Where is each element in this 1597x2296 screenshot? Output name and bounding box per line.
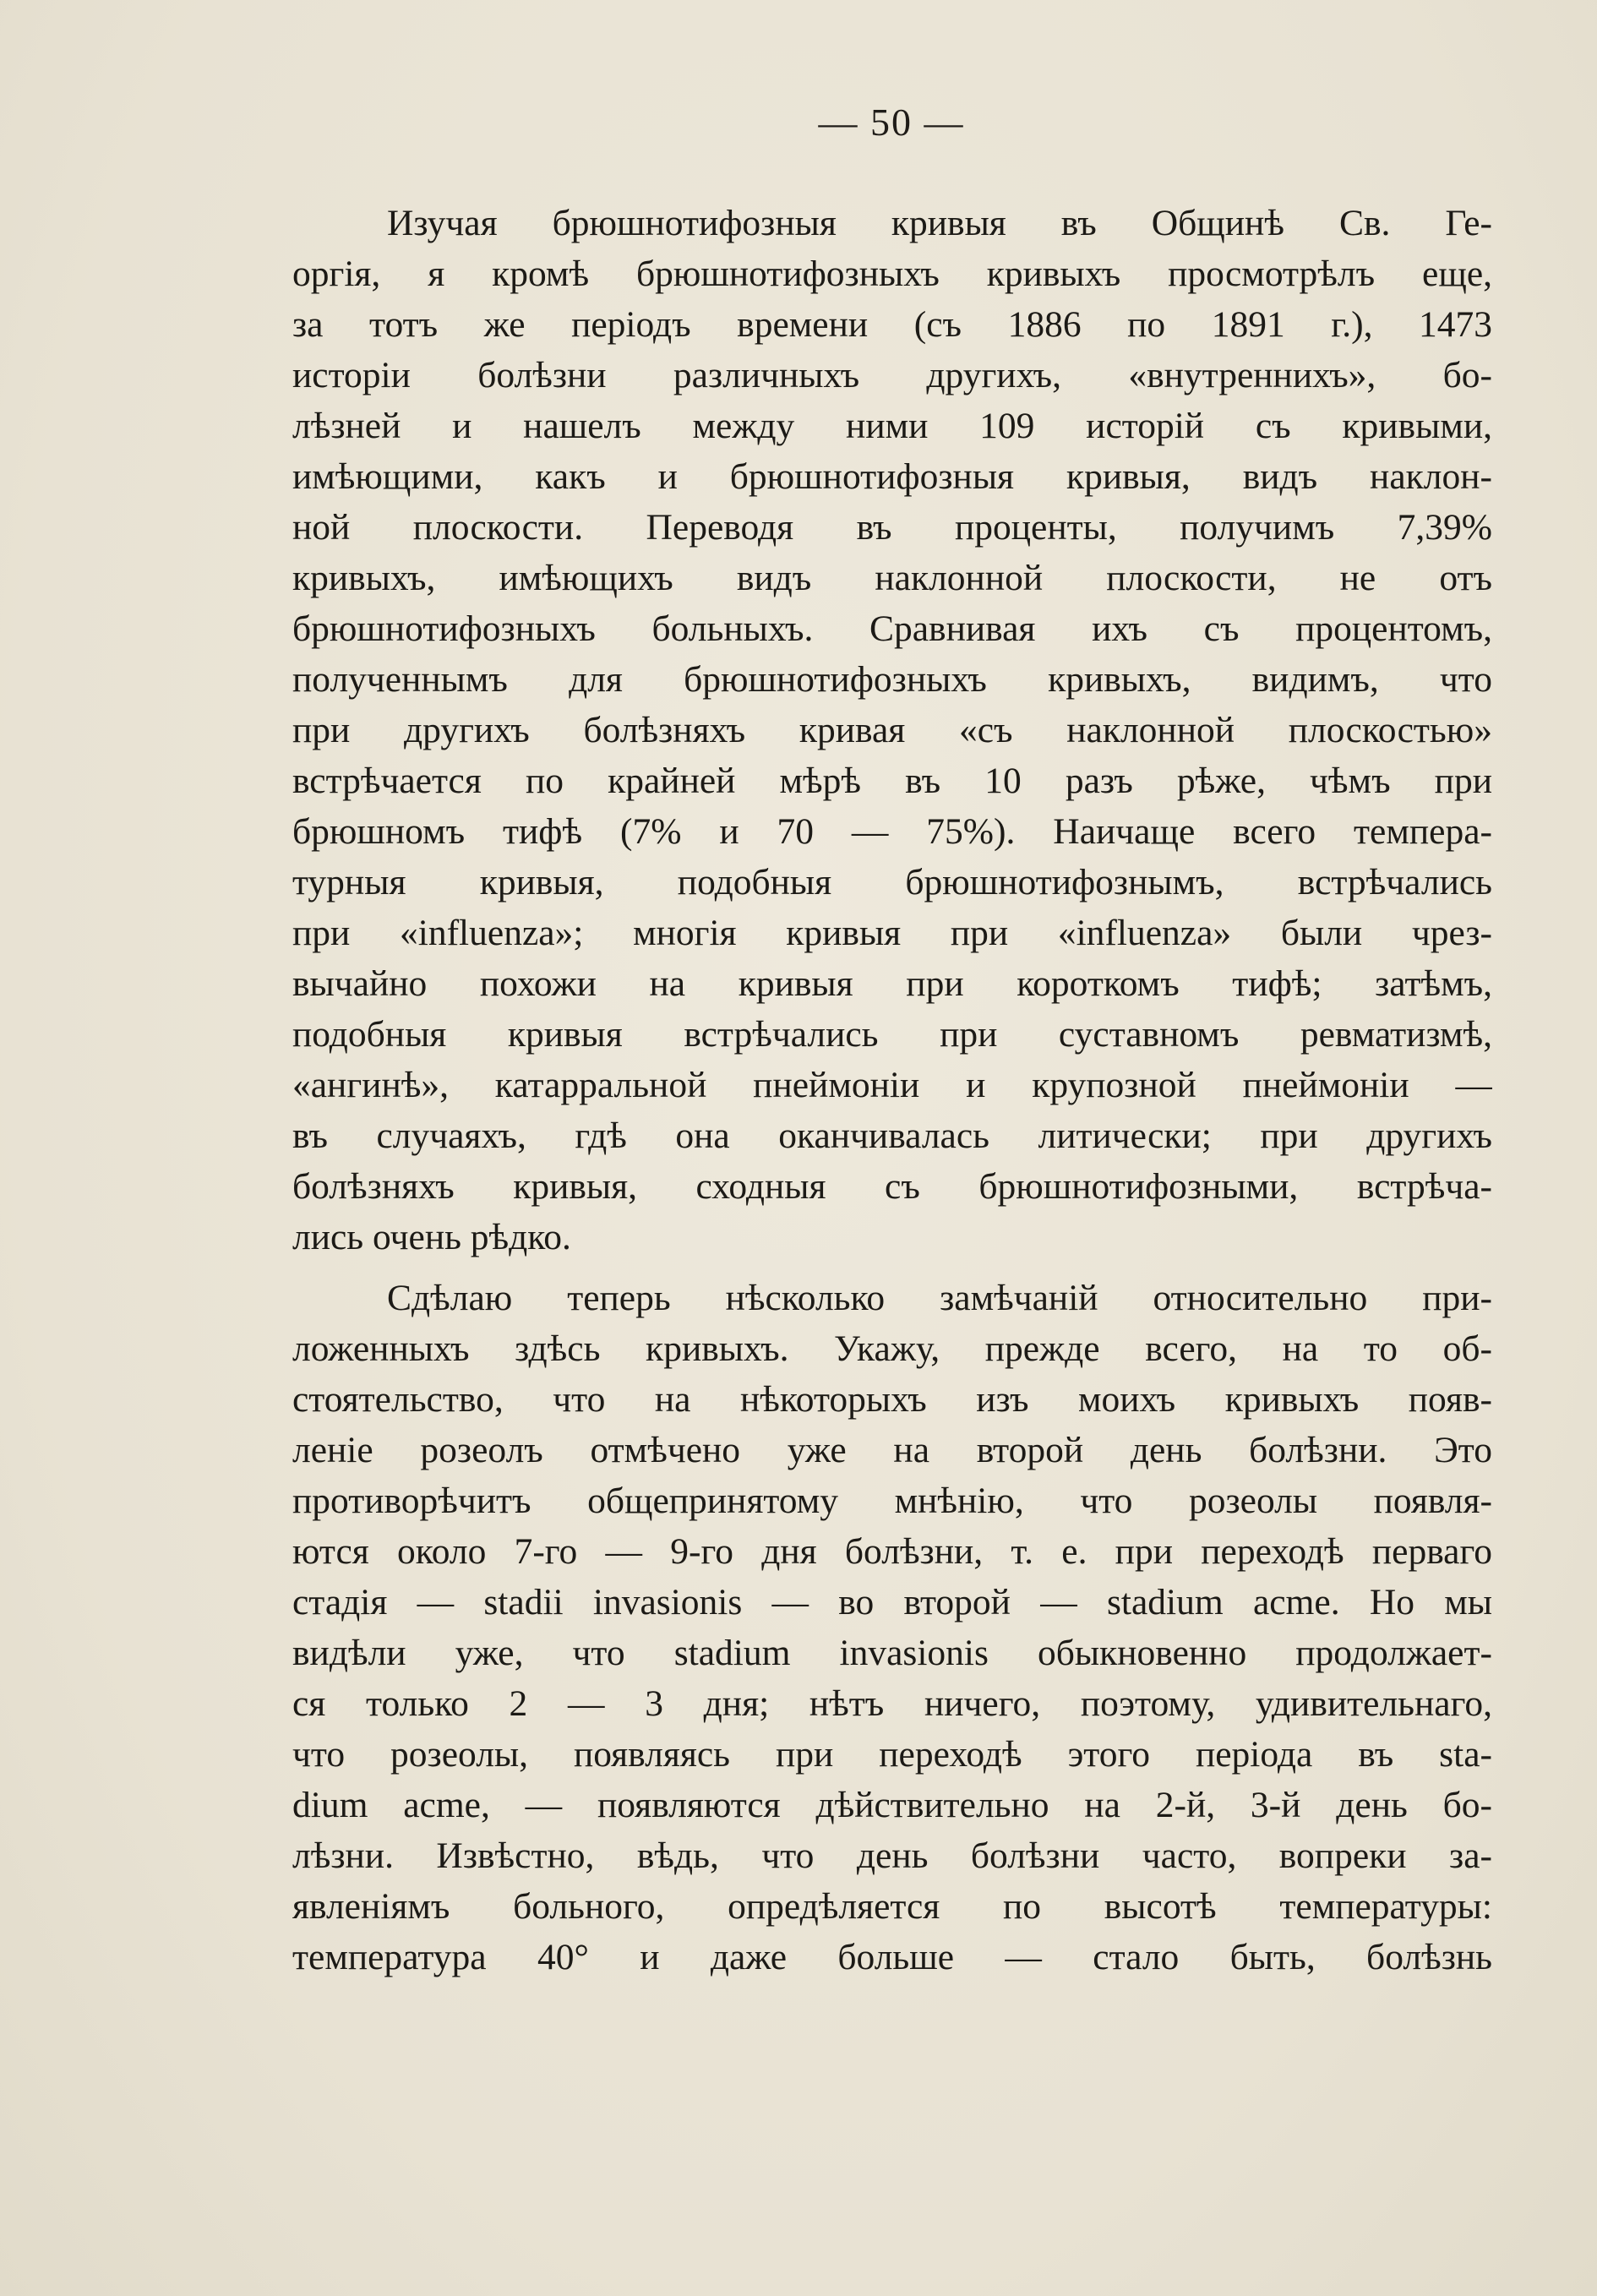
text-line: имѣющими, какъ и брюшнотифозныя кривыя, видъ наклон- <box>292 456 1492 497</box>
text-line: кривыхъ, имѣющихъ видъ наклонной плоскости, не отъ <box>292 558 1492 598</box>
text-line: стоятельство, что на нѣкоторыхъ изъ моихъ кривыхъ появ- <box>292 1379 1492 1420</box>
text-line: явленіямъ больного, опредѣляется по высотѣ температуры: <box>292 1886 1492 1927</box>
text-line: при «influenza»; многія кривыя при «influenza» были чрез- <box>292 913 1492 953</box>
text-line: противорѣчитъ общепринятому мнѣнію, что розеолы появля- <box>292 1481 1492 1521</box>
text-line: за тотъ же періодъ времени (съ 1886 по 1891 г.), 1473 <box>292 304 1492 345</box>
text-line: температура 40° и даже больше — стало быть, болѣзнь <box>292 1937 1492 1977</box>
text-line: ся только 2 — 3 дня; нѣтъ ничего, поэтому, удивительнаго, <box>292 1683 1492 1724</box>
text-line: брюшномъ тифѣ (7% и 70 — 75%). Наичаще всего темпера- <box>292 811 1492 852</box>
text-line: исторіи болѣзни различныхъ другихъ, «внутреннихъ», бо- <box>292 355 1492 395</box>
text-line: брюшнотифозныхъ больныхъ. Сравнивая ихъ съ процентомъ, <box>292 608 1492 649</box>
text-line: при другихъ болѣзняхъ кривая «съ наклонной плоскостью» <box>292 710 1492 750</box>
text-line: вычайно похожи на кривыя при короткомъ тифѣ; затѣмъ, <box>292 963 1492 1004</box>
text-line: лѣзней и нашелъ между ними 109 исторій съ кривыми, <box>292 406 1492 446</box>
text-line: въ случаяхъ, гдѣ она оканчивалась литически; при другихъ <box>292 1115 1492 1156</box>
text-line: Изучая брюшнотифозныя кривыя въ Общинѣ Св. Ге- <box>387 203 1492 243</box>
text-line: стадія — stadii invasionis — во второй — stadium acme. Но мы <box>292 1582 1492 1622</box>
text-line: Сдѣлаю теперь нѣсколько замѣчаній относительно при- <box>387 1278 1492 1318</box>
text-line: что розеолы, появляясь при переходѣ этого періода въ sta- <box>292 1734 1492 1775</box>
text-line: полученнымъ для брюшнотифозныхъ кривыхъ, видимъ, что <box>292 659 1492 700</box>
text-line: ложенныхъ здѣсь кривыхъ. Укажу, прежде всего, на то об- <box>292 1328 1492 1369</box>
text-line: лѣзни. Извѣстно, вѣдь, что день болѣзни часто, вопреки за- <box>292 1835 1492 1876</box>
paragraph-1 <box>292 198 1492 1263</box>
text-line: болѣзняхъ кривыя, сходныя съ брюшнотифозными, встрѣча- <box>292 1166 1492 1207</box>
text-line: видѣли уже, что stadium invasionis обыкновенно продолжает- <box>292 1633 1492 1673</box>
page-number: — 50 — <box>818 101 965 144</box>
text-line: подобныя кривыя встрѣчались при суставномъ ревматизмѣ, <box>292 1014 1492 1055</box>
text-line: турныя кривыя, подобныя брюшнотифознымъ, встрѣчались <box>292 862 1492 903</box>
text-line: леніе розеолъ отмѣчено уже на второй день болѣзни. Это <box>292 1430 1492 1470</box>
text-line: «ангинѣ», катарральной пнеймоніи и крупозной пнеймоніи — <box>292 1065 1492 1105</box>
text-line: оргія, я кромѣ брюшнотифозныхъ кривыхъ просмотрѣлъ еще, <box>292 254 1492 294</box>
paragraph-2 <box>292 1273 1492 1982</box>
text-line: лись очень рѣдко. <box>292 1217 571 1257</box>
text-line: dium acme, — появляются дѣйствительно на 2-й, 3-й день бо- <box>292 1785 1492 1825</box>
text-line: ются около 7-го — 9-го дня болѣзни, т. е. при переходѣ перваго <box>292 1531 1492 1572</box>
text-line: встрѣчается по крайней мѣрѣ въ 10 разъ рѣже, чѣмъ при <box>292 761 1492 801</box>
text-line: ной плоскости. Переводя въ проценты, получимъ 7,39% <box>292 507 1492 548</box>
